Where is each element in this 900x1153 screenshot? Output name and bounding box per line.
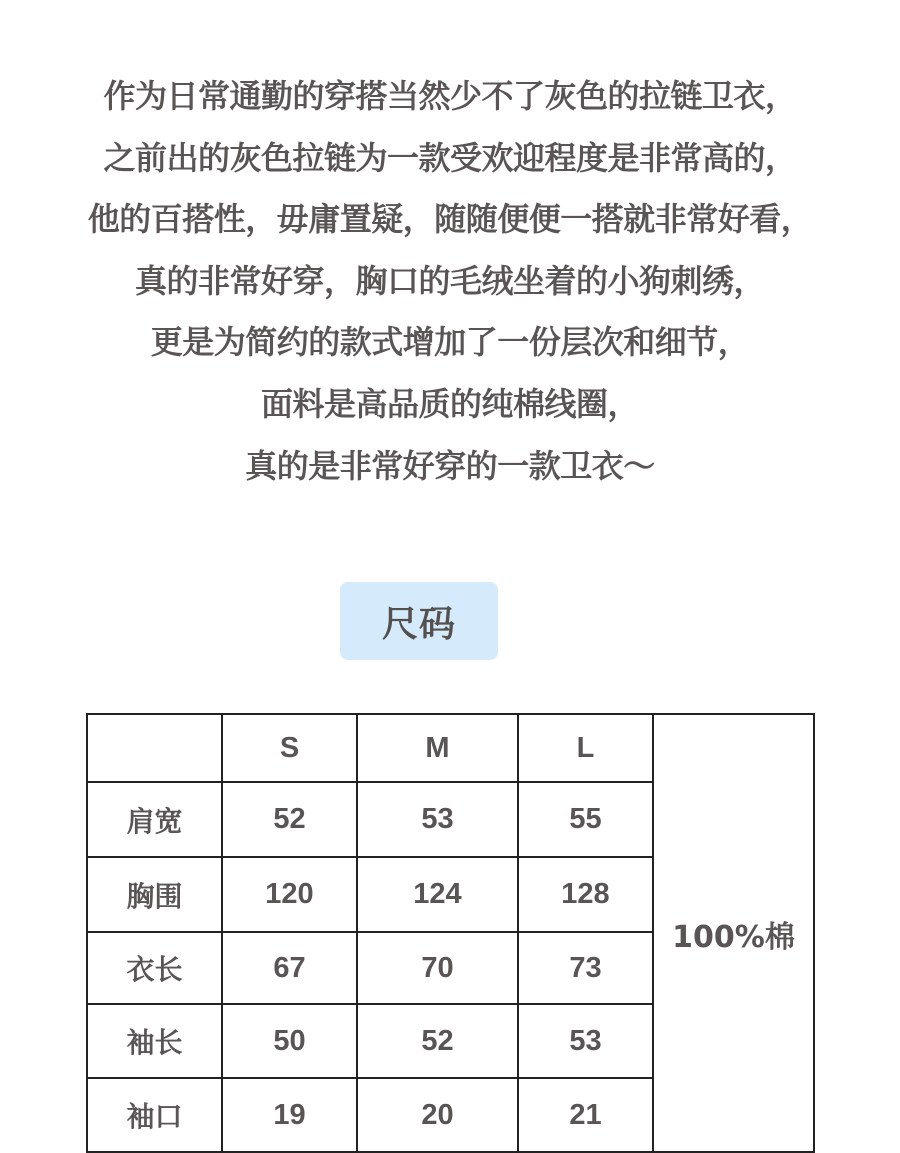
header-cell-size-l: L bbox=[518, 714, 653, 782]
table-cell: 20 bbox=[357, 1078, 518, 1152]
table-cell: 124 bbox=[357, 857, 518, 932]
size-section-title bbox=[340, 582, 498, 660]
description-line: 面料是高品质的纯棉线圈， bbox=[260, 384, 639, 423]
table-cell: 73 bbox=[518, 932, 653, 1004]
size-section-title-text: 尺码 bbox=[381, 603, 456, 645]
table-cell: 55 bbox=[518, 782, 653, 857]
description-line: 更是为简约的款式增加了一份层次和细节， bbox=[150, 323, 750, 362]
table-cell: 128 bbox=[518, 857, 653, 932]
table-cell: 70 bbox=[357, 932, 518, 1004]
row-label: 肩宽 bbox=[87, 782, 222, 857]
table-cell: 21 bbox=[518, 1078, 653, 1152]
header-cell-empty bbox=[87, 714, 222, 782]
row-label: 袖长 bbox=[87, 1004, 222, 1078]
product-description bbox=[0, 66, 900, 497]
size-chart-table bbox=[86, 713, 815, 1153]
description-line: 真的是非常好穿的一款卫衣～ bbox=[245, 446, 655, 485]
table-cell: 50 bbox=[222, 1004, 357, 1078]
description-line: 真的非常好穿，胸口的毛绒坐着的小狗刺绣， bbox=[134, 261, 765, 300]
table-cell: 52 bbox=[357, 1004, 518, 1078]
table-cell: 52 bbox=[222, 782, 357, 857]
description-line: 作为日常通勤的穿搭当然少不了灰色的拉链卫衣， bbox=[103, 77, 797, 115]
table-cell: 120 bbox=[222, 857, 357, 932]
table-cell: 53 bbox=[518, 1004, 653, 1078]
description-line: 他的百搭性，毋庸置疑，随随便便一搭就非常好看， bbox=[87, 200, 813, 239]
table-cell: 53 bbox=[357, 782, 518, 857]
material-cell: 100%棉 bbox=[653, 714, 814, 1152]
row-label: 袖口 bbox=[87, 1078, 222, 1152]
description-line: 之前出的灰色拉链为一款受欢迎程度是非常高的， bbox=[103, 138, 797, 177]
row-label: 衣长 bbox=[87, 932, 222, 1004]
header-cell-size-m: M bbox=[357, 714, 518, 782]
table-header-row bbox=[87, 714, 814, 782]
row-label: 胸围 bbox=[87, 857, 222, 932]
table-cell: 67 bbox=[222, 932, 357, 1004]
table-cell: 19 bbox=[222, 1078, 357, 1152]
header-cell-size-s: S bbox=[222, 714, 357, 782]
